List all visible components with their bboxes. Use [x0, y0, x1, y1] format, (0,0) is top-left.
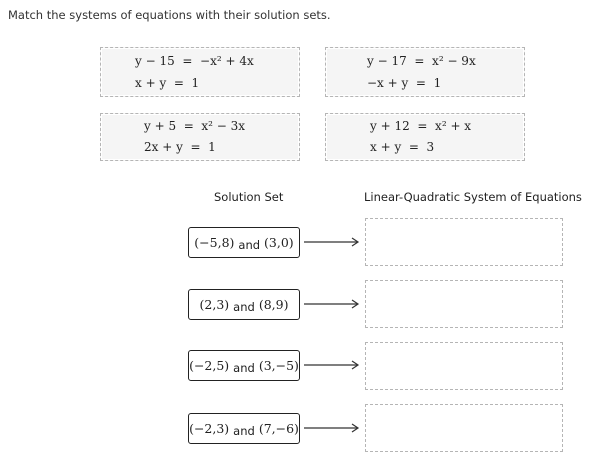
- equation-line-2: x + y = 1: [135, 76, 200, 90]
- drop-zone-4[interactable]: [365, 404, 563, 452]
- drop-zone-2[interactable]: [365, 280, 563, 328]
- solution-point-a: (−2,5): [189, 358, 230, 373]
- system-tile-2[interactable]: [325, 47, 525, 97]
- arrow-right-icon: [303, 298, 361, 310]
- solution-set-4: [188, 413, 300, 444]
- equation-line-2: −x + y = 1: [367, 76, 442, 90]
- arrow-right-icon: [303, 236, 361, 248]
- and-label: and: [233, 360, 255, 375]
- and-label: and: [238, 237, 261, 252]
- equation-line-1: y + 5 = x² − 3x: [144, 119, 246, 133]
- equation-line-1: y + 12 = x² + x: [370, 119, 472, 133]
- solution-set-1: [188, 227, 300, 258]
- solution-point-b: (8,9): [258, 297, 289, 312]
- equation-line-1: y − 17 = x² − 9x: [367, 54, 476, 68]
- drop-zone-1[interactable]: [365, 218, 563, 266]
- equation-line-2: 2x + y = 1: [144, 140, 216, 154]
- system-tile-3[interactable]: [100, 113, 300, 161]
- system-header: Linear-Quadratic System of Equations: [364, 190, 582, 204]
- solution-set-header: Solution Set: [214, 190, 284, 204]
- system-tile-1[interactable]: [100, 47, 300, 97]
- solution-point-a: (−5,8): [194, 235, 235, 250]
- equation-line-1: y − 15 = −x² + 4x: [135, 54, 254, 68]
- solution-point-b: (3,−5): [258, 358, 299, 373]
- arrow-right-icon: [303, 422, 361, 434]
- instruction-text: Match the systems of equations with their solution sets.: [8, 8, 331, 22]
- solution-point-b: (7,−6): [258, 421, 299, 436]
- solution-set-2: [188, 289, 300, 320]
- and-label: and: [233, 299, 255, 314]
- arrow-right-icon: [303, 359, 361, 371]
- solution-point-b: (3,0): [264, 235, 294, 250]
- solution-point-a: (−2,3): [189, 421, 230, 436]
- system-tile-4[interactable]: [325, 113, 525, 161]
- drop-zone-3[interactable]: [365, 342, 563, 390]
- and-label: and: [233, 423, 255, 438]
- solution-set-3: [188, 350, 300, 381]
- equation-line-2: x + y = 3: [370, 140, 435, 154]
- solution-point-a: (2,3): [199, 297, 230, 312]
